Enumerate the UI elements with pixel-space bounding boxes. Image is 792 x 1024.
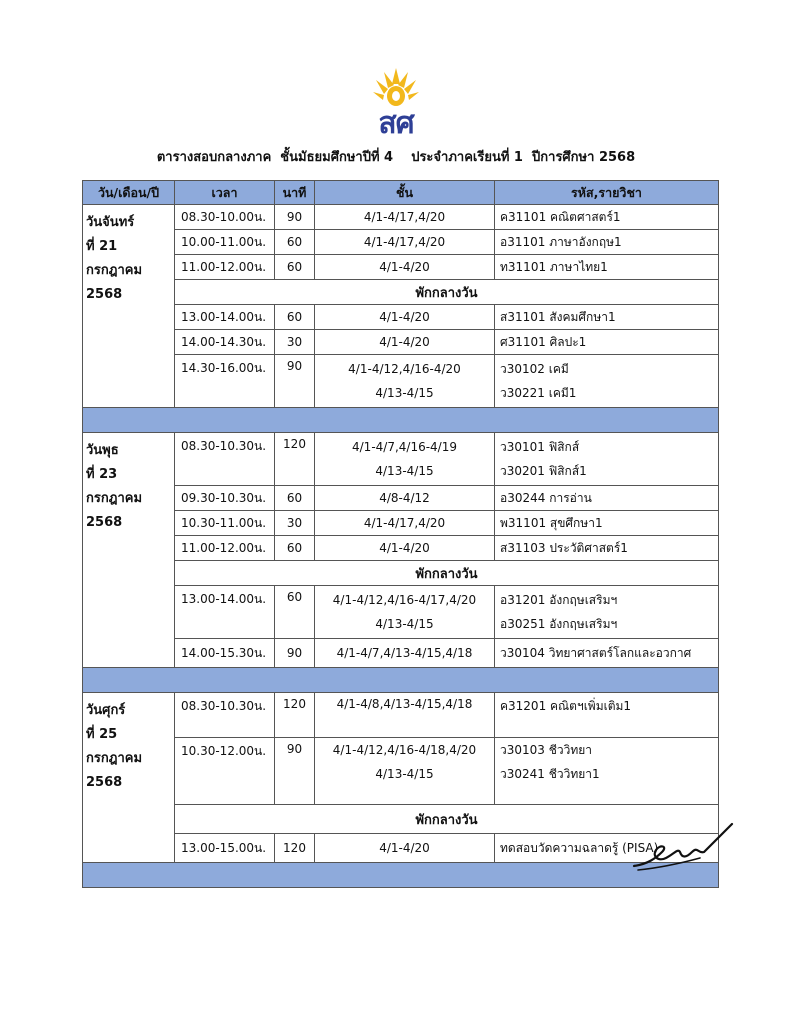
subject-cell: ส31103 ประวัติศาสตร์1 xyxy=(495,536,719,561)
lunch-break-label: พักกลางวัน xyxy=(175,805,719,834)
header-day: วัน/เดือน/ปี xyxy=(83,181,175,205)
day-cell-monday: วันจันทร์ ที่ 21 กรกฎาคม 2568 xyxy=(83,205,175,408)
table-row xyxy=(83,639,719,668)
time-cell: 09.30-10.30น. xyxy=(175,486,275,511)
subject-cell: พ31101 สุขศึกษา1 xyxy=(495,511,719,536)
time-cell: 13.00-15.00น. xyxy=(175,834,275,863)
minutes-cell: 120 xyxy=(275,433,315,486)
class-cell: 4/1-4/20 xyxy=(315,305,495,330)
header-time: เวลา xyxy=(175,181,275,205)
table-row xyxy=(83,305,719,330)
minutes-cell: 90 xyxy=(275,738,315,805)
subject-cell: อ30244 การอ่าน xyxy=(495,486,719,511)
class-cell: 4/8-4/12 xyxy=(315,486,495,511)
lunch-break-row xyxy=(83,561,719,586)
day-separator xyxy=(83,408,719,433)
subject-cell: ว30101 ฟิสิกส์ ว30201 ฟิสิกส์1 xyxy=(495,433,719,486)
day-separator xyxy=(83,863,719,888)
minutes-cell: 30 xyxy=(275,511,315,536)
minutes-cell: 90 xyxy=(275,355,315,408)
signature-icon xyxy=(628,818,738,874)
time-cell: 14.00-15.30น. xyxy=(175,639,275,668)
minutes-cell: 90 xyxy=(275,205,315,230)
time-cell: 08.30-10.00น. xyxy=(175,205,275,230)
subject-cell: ส31101 สังคมศึกษา1 xyxy=(495,305,719,330)
minutes-cell: 60 xyxy=(275,255,315,280)
minutes-cell: 120 xyxy=(275,834,315,863)
minutes-cell: 60 xyxy=(275,305,315,330)
time-cell: 08.30-10.30น. xyxy=(175,693,275,738)
class-cell: 4/1-4/20 xyxy=(315,834,495,863)
time-cell: 10.00-11.00น. xyxy=(175,230,275,255)
class-cell: 4/1-4/20 xyxy=(315,536,495,561)
table-row xyxy=(83,205,719,230)
time-cell: 10.30-11.00น. xyxy=(175,511,275,536)
table-row xyxy=(83,738,719,805)
table-row xyxy=(83,355,719,408)
class-cell: 4/1-4/12,4/16-4/18,4/20 4/13-4/15 xyxy=(315,738,495,805)
subject-cell: ทดสอบวัดความฉลาดรู้ (PISA) xyxy=(495,834,719,863)
subject-cell: อ31101 ภาษาอังกฤษ1 xyxy=(495,230,719,255)
minutes-cell: 60 xyxy=(275,230,315,255)
subject-cell: อ31201 อังกฤษเสริมฯ อ30251 อังกฤษเสริมฯ xyxy=(495,586,719,639)
time-cell: 08.30-10.30น. xyxy=(175,433,275,486)
subject-cell: ท31101 ภาษาไทย1 xyxy=(495,255,719,280)
exam-schedule-table xyxy=(82,180,719,888)
table-row xyxy=(83,230,719,255)
subject-cell: ว30103 ชีววิทยา ว30241 ชีววิทยา1 xyxy=(495,738,719,805)
header-minutes: นาที xyxy=(275,181,315,205)
subject-cell: ว30104 วิทยาศาสตร์โลกและอวกาศ xyxy=(495,639,719,668)
time-cell: 11.00-12.00น. xyxy=(175,536,275,561)
time-cell: 14.30-16.00น. xyxy=(175,355,275,408)
lunch-break-row xyxy=(83,280,719,305)
class-cell: 4/1-4/8,4/13-4/15,4/18 xyxy=(315,693,495,738)
subject-cell: ว30102 เคมี ว30221 เคมี1 xyxy=(495,355,719,408)
class-cell: 4/1-4/12,4/16-4/20 4/13-4/15 xyxy=(315,355,495,408)
lunch-break-row xyxy=(83,805,719,834)
table-row xyxy=(83,433,719,486)
table-row xyxy=(83,511,719,536)
class-cell: 4/1-4/20 xyxy=(315,330,495,355)
table-row xyxy=(83,834,719,863)
table-row xyxy=(83,330,719,355)
lunch-break-label: พักกลางวัน xyxy=(175,280,719,305)
school-logo-text: สศ xyxy=(378,106,414,141)
subject-cell: ศ31101 ศิลปะ1 xyxy=(495,330,719,355)
class-cell: 4/1-4/7,4/13-4/15,4/18 xyxy=(315,639,495,668)
subject-cell: ค31201 คณิตฯเพิ่มเติม1 xyxy=(495,693,719,738)
class-cell: 4/1-4/20 xyxy=(315,255,495,280)
class-cell: 4/1-4/17,4/20 xyxy=(315,511,495,536)
time-cell: 13.00-14.00น. xyxy=(175,305,275,330)
time-cell: 11.00-12.00น. xyxy=(175,255,275,280)
class-cell: 4/1-4/12,4/16-4/17,4/20 4/13-4/15 xyxy=(315,586,495,639)
class-cell: 4/1-4/17,4/20 xyxy=(315,230,495,255)
table-row xyxy=(83,586,719,639)
minutes-cell: 60 xyxy=(275,536,315,561)
lunch-break-label: พักกลางวัน xyxy=(175,561,719,586)
table-row xyxy=(83,536,719,561)
class-cell: 4/1-4/7,4/16-4/19 4/13-4/15 xyxy=(315,433,495,486)
class-cell: 4/1-4/17,4/20 xyxy=(315,205,495,230)
table-row xyxy=(83,486,719,511)
minutes-cell: 60 xyxy=(275,486,315,511)
time-cell: 13.00-14.00น. xyxy=(175,586,275,639)
subject-cell: ค31101 คณิตศาสตร์1 xyxy=(495,205,719,230)
header-subject: รหัส,รายวิชา xyxy=(495,181,719,205)
header-class: ชั้น xyxy=(315,181,495,205)
table-row xyxy=(83,693,719,738)
minutes-cell: 120 xyxy=(275,693,315,738)
time-cell: 14.00-14.30น. xyxy=(175,330,275,355)
page-title: ตารางสอบกลางภาค ชั้นมัธยมศึกษาปีที่ 4 ประจำภาคเรียนที่ 1 ปีการศึกษา 2568 xyxy=(156,150,636,165)
day-separator xyxy=(83,668,719,693)
minutes-cell: 90 xyxy=(275,639,315,668)
minutes-cell: 30 xyxy=(275,330,315,355)
day-cell-wednesday: วันพุธ ที่ 23 กรกฎาคม 2568 xyxy=(83,433,175,668)
time-cell: 10.30-12.00น. xyxy=(175,738,275,805)
table-header-row xyxy=(83,181,719,205)
table-row xyxy=(83,255,719,280)
minutes-cell: 60 xyxy=(275,586,315,639)
day-cell-friday: วันศุกร์ ที่ 25 กรกฎาคม 2568 xyxy=(83,693,175,863)
